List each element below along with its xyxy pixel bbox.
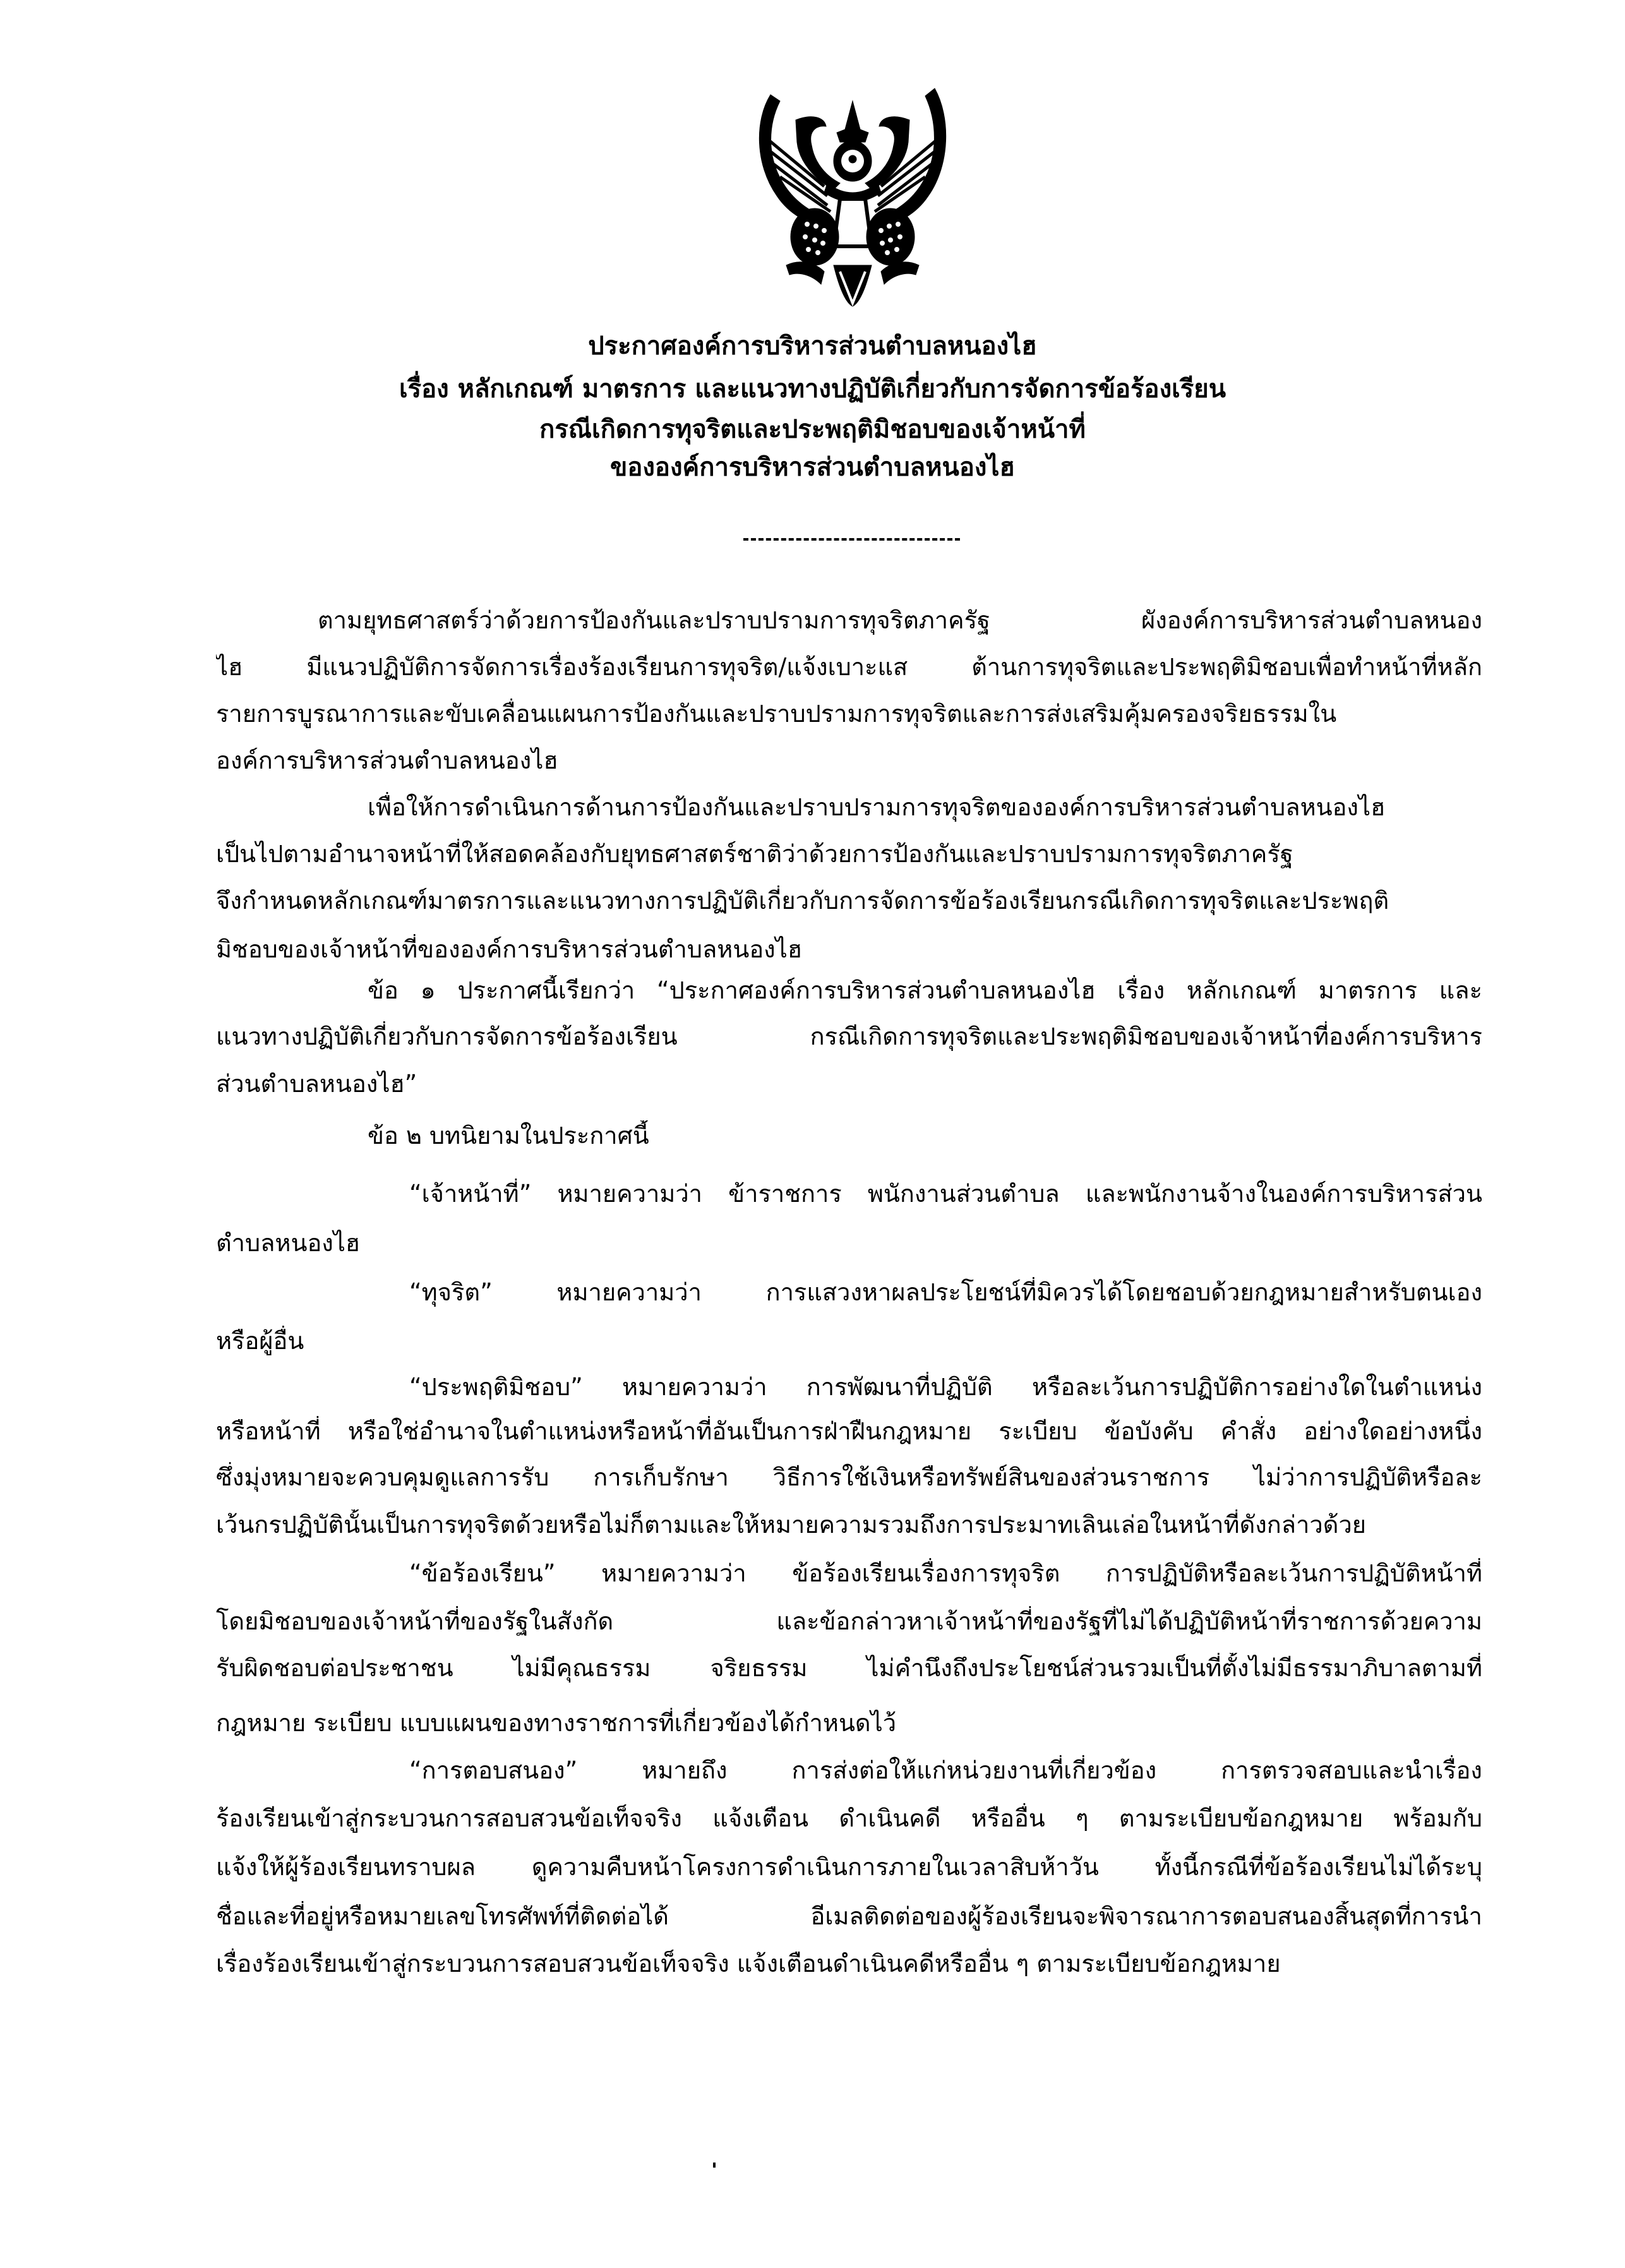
body-line: มิชอบของเจ้าหน้าที่ขององค์การบริหารส่วนตำบลหนองไฮ bbox=[216, 935, 803, 963]
garuda-emblem-icon bbox=[752, 82, 954, 309]
scan-speck bbox=[713, 2163, 716, 2168]
body-line: กฎหมาย ระเบียบ แบบแผนของทางราชการที่เกี่ยวข้องได้กำหนดไว้ bbox=[216, 1709, 897, 1737]
body-line: รายการบูรณาการและขับเคลื่อนแผนการป้องกันและปราบปรามการทุจริตและการส่งเสริมคุ้มครองจริยธรรมใน bbox=[216, 700, 1337, 728]
title-line-2: เรื่อง หลักเกณฑ์ มาตรการ และแนวทางปฏิบัติเกี่ยวกับการจัดการข้อร้องเรียน bbox=[399, 375, 1226, 404]
definition-officer: “เจ้าหน้าที่” หมายความว่า ข้าราชการ พนักงานส่วนตำบล และพนักงานจ้างในองค์การบริหารส่วน bbox=[409, 1180, 1482, 1208]
definition-response: “การตอบสนอง” หมายถึง การส่งต่อให้แก่หน่วยงานที่เกี่ยวข้อง การตรวจสอบและนำเรื่อง bbox=[409, 1756, 1482, 1784]
body-line: รับผิดชอบต่อประชาชน ไม่มีคุณธรรม จริยธรรม ไม่คำนึงถึงประโยชน์ส่วนรวมเป็นที่ตั้งไม่มีธรรมาภิบาลตามที่ bbox=[216, 1654, 1482, 1682]
title-line-3: กรณีเกิดการทุจริตและประพฤติมิชอบของเจ้าหน้าที่ bbox=[539, 415, 1086, 444]
clause-1-line: ข้อ ๑ ประกาศนี้เรียกว่า “ประกาศองค์การบริหารส่วนตำบลหนองไฮ เรื่อง หลักเกณฑ์ มาตรการ และ bbox=[368, 976, 1482, 1004]
body-line: หรือผู้อื่น bbox=[216, 1327, 304, 1355]
body-line: โดยมิชอบของเจ้าหน้าที่ของรัฐในสังกัด และข้อกล่าวหาเจ้าหน้าที่ของรัฐที่ไม่ได้ปฏิบัติหน้าที่ราชการด้วยความ bbox=[216, 1607, 1482, 1635]
body-line: หรือหน้าที่ หรือใช่อำนาจในตำแหน่งหรือหน้าที่อันเป็นการฝ่าฝืนกฎหมาย ระเบียบ ข้อบังคับ คำสั่ง อย่างใดอย่างหนึ่ง bbox=[216, 1417, 1482, 1445]
body-line: เว้นกรปฏิบัตินั้นเป็นการทุจริตด้วยหรือไม่ก็ตามและให้หมายความรวมถึงการประมาทเลินเล่อในหน้าที่ดังกล่าวด้วย bbox=[216, 1511, 1367, 1539]
body-line: องค์การบริหารส่วนตำบลหนองไฮ bbox=[216, 747, 558, 774]
body-line: ส่วนตำบลหนองไฮ” bbox=[216, 1070, 417, 1098]
body-line: ร้องเรียนเข้าสู่กระบวนการสอบสวนข้อเท็จจริง แจ้งเตือน ดำเนินคดี หรืออื่น ๆ ตามระเบียบข้อกฎหมาย พร้อมกับ bbox=[216, 1804, 1482, 1832]
definition-corruption: “ทุจริต” หมายความว่า การแสวงหาผลประโยชน์ที่มิควรได้โดยชอบด้วยกฎหมายสำหรับตนเอง bbox=[409, 1278, 1482, 1306]
title-line-1: ประกาศองค์การบริหารส่วนตำบลหนองไฮ bbox=[588, 332, 1037, 361]
body-line: ตำบลหนองไฮ bbox=[216, 1229, 361, 1257]
body-line: ชื่อและที่อยู่หรือหมายเลขโทรศัพท์ที่ติดต่อได้ อีเมลติดต่อของผู้ร้องเรียนจะพิจารณาการตอบสนองสิ้นสุดที่การนำ bbox=[216, 1902, 1482, 1930]
body-line: เพื่อให้การดำเนินการด้านการป้องกันและปราบปรามการทุจริตขององค์การบริหารส่วนตำบลหนองไฮ bbox=[368, 793, 1386, 821]
body-line: แนวทางปฏิบัติเกี่ยวกับการจัดการข้อร้องเรียน กรณีเกิดการทุจริตและประพฤติมิชอบของเจ้าหน้าที่องค์การบริหาร bbox=[216, 1023, 1482, 1050]
body-line: จึงกำหนดหลักเกณฑ์มาตรการและแนวทางการปฏิบัติเกี่ยวกับการจัดการข้อร้องเรียนกรณีเกิดการทุจริตและประพฤติ bbox=[216, 887, 1389, 915]
body-line: เป็นไปตามอำนาจหน้าที่ให้สอดคล้องกับยุทธศาสตร์ชาติว่าด้วยการป้องกันและปราบปรามการทุจริตภาครัฐ bbox=[216, 840, 1293, 868]
clause-2-line: ข้อ ๒ บทนิยามในประกาศนี้ bbox=[368, 1122, 649, 1149]
body-line: เรื่องร้องเรียนเข้าสู่กระบวนการสอบสวนข้อเท็จจริง แจ้งเตือนดำเนินคดีหรืออื่น ๆ ตามระเบียบข้อกฎหมาย bbox=[216, 1950, 1281, 1977]
body-line: แจ้งให้ผู้ร้องเรียนทราบผล ดูความคืบหน้าโครงการดำเนินการภายในเวลาสิบห้าวัน ทั้งนี้กรณีที่ข้อร้องเรียนไม่ได้ระบุ bbox=[216, 1853, 1482, 1881]
title-divider bbox=[743, 538, 960, 541]
title-line-4: ขององค์การบริหารส่วนตำบลหนองไฮ bbox=[610, 453, 1015, 482]
body-line: ตามยุทธศาสตร์ว่าด้วยการป้องกันและปราบปรามการทุจริตภาครัฐ ผังองค์การบริหารส่วนตำบลหนอง bbox=[318, 606, 1482, 634]
definition-complaint: “ข้อร้องเรียน” หมายความว่า ข้อร้องเรียนเรื่องการทุจริต การปฏิบัติหรือละเว้นการปฏิบัติหน้าที่ bbox=[409, 1559, 1482, 1587]
body-line: ไฮ มีแนวปฏิบัติการจัดการเรื่องร้องเรียนการทุจริต/แจ้งเบาะแส ต้านการทุจริตและประพฤติมิชอบเพื่อทำหน้าที่หลัก bbox=[216, 653, 1482, 681]
body-line: ซึ่งมุ่งหมายจะควบคุมดูแลการรับ การเก็บรักษา วิธีการใช้เงินหรือทรัพย์สินของส่วนราชการ ไม่ว่าการปฏิบัติหรือละ bbox=[216, 1463, 1482, 1491]
definition-misconduct: “ประพฤติมิชอบ” หมายความว่า การพัฒนาที่ปฏิบัติ หรือละเว้นการปฏิบัติการอย่างใดในตำแหน่ง bbox=[409, 1373, 1482, 1401]
